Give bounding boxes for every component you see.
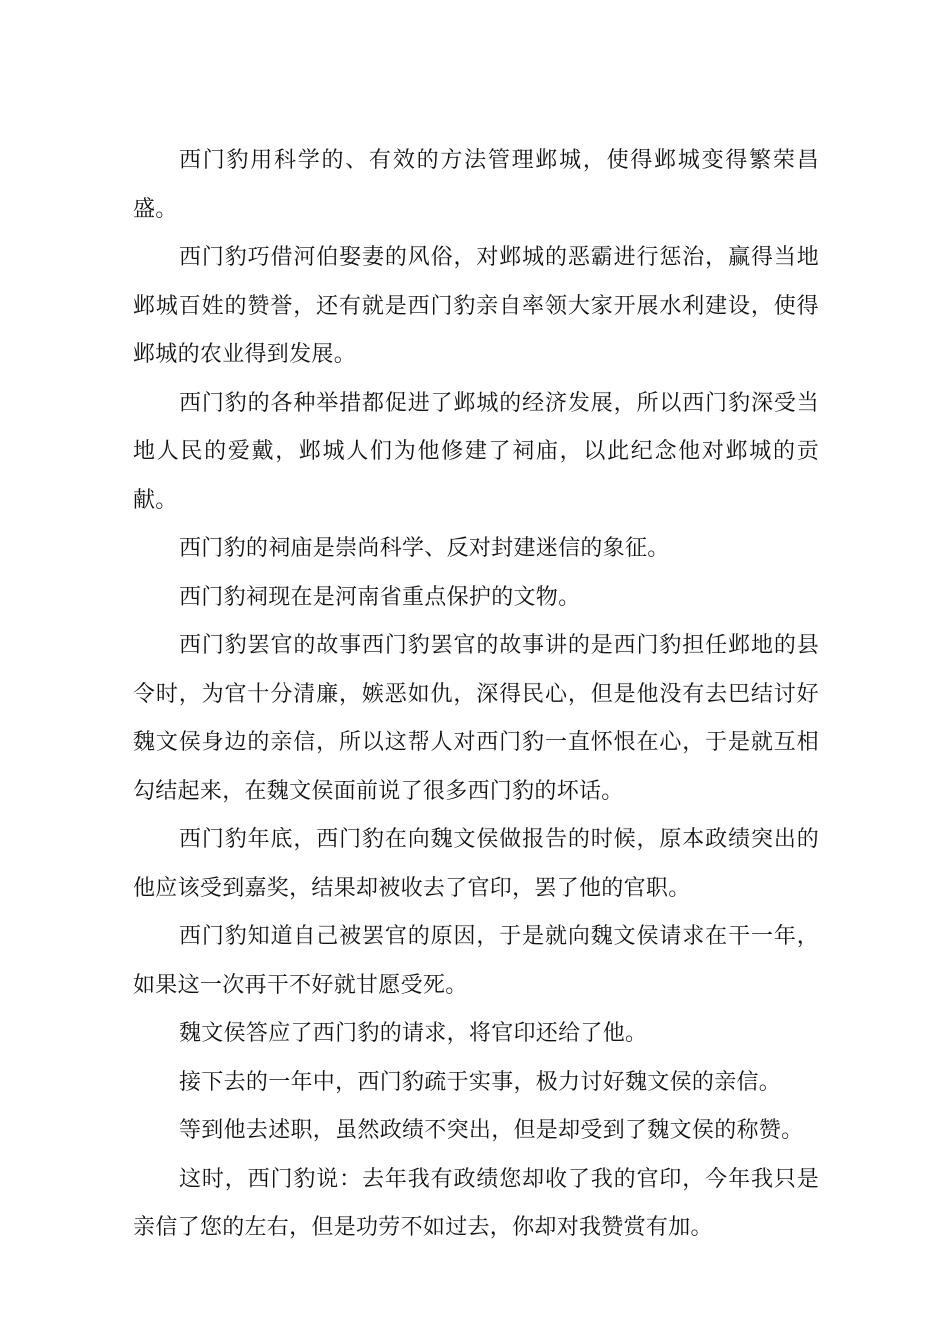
- document-body: [133, 137, 819, 1253]
- paragraph-8: 西门豹知道自己被罢官的原因，于是就向魏文侯请求在干一年，如果这一次再干不好就甘愿受死。: [133, 924, 819, 998]
- paragraph-6: 西门豹罢官的故事西门豹罢官的故事讲的是西门豹担任邺地的县令时，为官十分清廉，嫉恶如仇，深得民心，但是他没有去巴结讨好魏文侯身边的亲信，所以这帮人对西门豹一直怀恨在心，于是就互相勾结起来，在魏文侯面前说了很多西门豹的坏话。: [133, 633, 819, 804]
- paragraph-5: 西门豹祠现在是河南省重点保护的文物。: [179, 584, 581, 610]
- paragraph-1: 西门豹用科学的、有效的方法管理邺城，使得邺城变得繁荣昌盛。: [133, 148, 819, 222]
- paragraph-7: 西门豹年底，西门豹在向魏文侯做报告的时候，原本政绩突出的他应该受到嘉奖，结果却被收去了官印，罢了他的官职。: [133, 827, 819, 901]
- paragraph-3: 西门豹的各种举措都促进了邺城的经济发展，所以西门豹深受当地人民的爱戴，邺城人们为他修建了祠庙，以此纪念他对邺城的贡献。: [133, 390, 819, 513]
- paragraph-11: 等到他去述职，虽然政绩不突出，但是却受到了魏文侯的称赞。: [179, 1118, 804, 1143]
- paragraph-10: 接下去的一年中，西门豹疏于实事，极力讨好魏文侯的亲信。: [179, 1069, 782, 1095]
- paragraph-12: 这时，西门豹说：去年我有政绩您却收了我的官印，今年我只是亲信了您的左右，但是功劳不如过去，你却对我赞赏有加。: [133, 1166, 819, 1240]
- paragraph-4: 西门豹的祠庙是崇尚科学、反对封建迷信的象征。: [179, 536, 670, 561]
- paragraph-9: 魏文侯答应了西门豹的请求，将官印还给了他。: [179, 1021, 648, 1046]
- paragraph-2: 西门豹巧借河伯娶妻的风俗，对邺城的恶霸进行惩治，赢得当地邺城百姓的赞誉，还有就是西门豹亲自率领大家开展水利建设，使得邺城的农业得到发展。: [133, 245, 819, 367]
